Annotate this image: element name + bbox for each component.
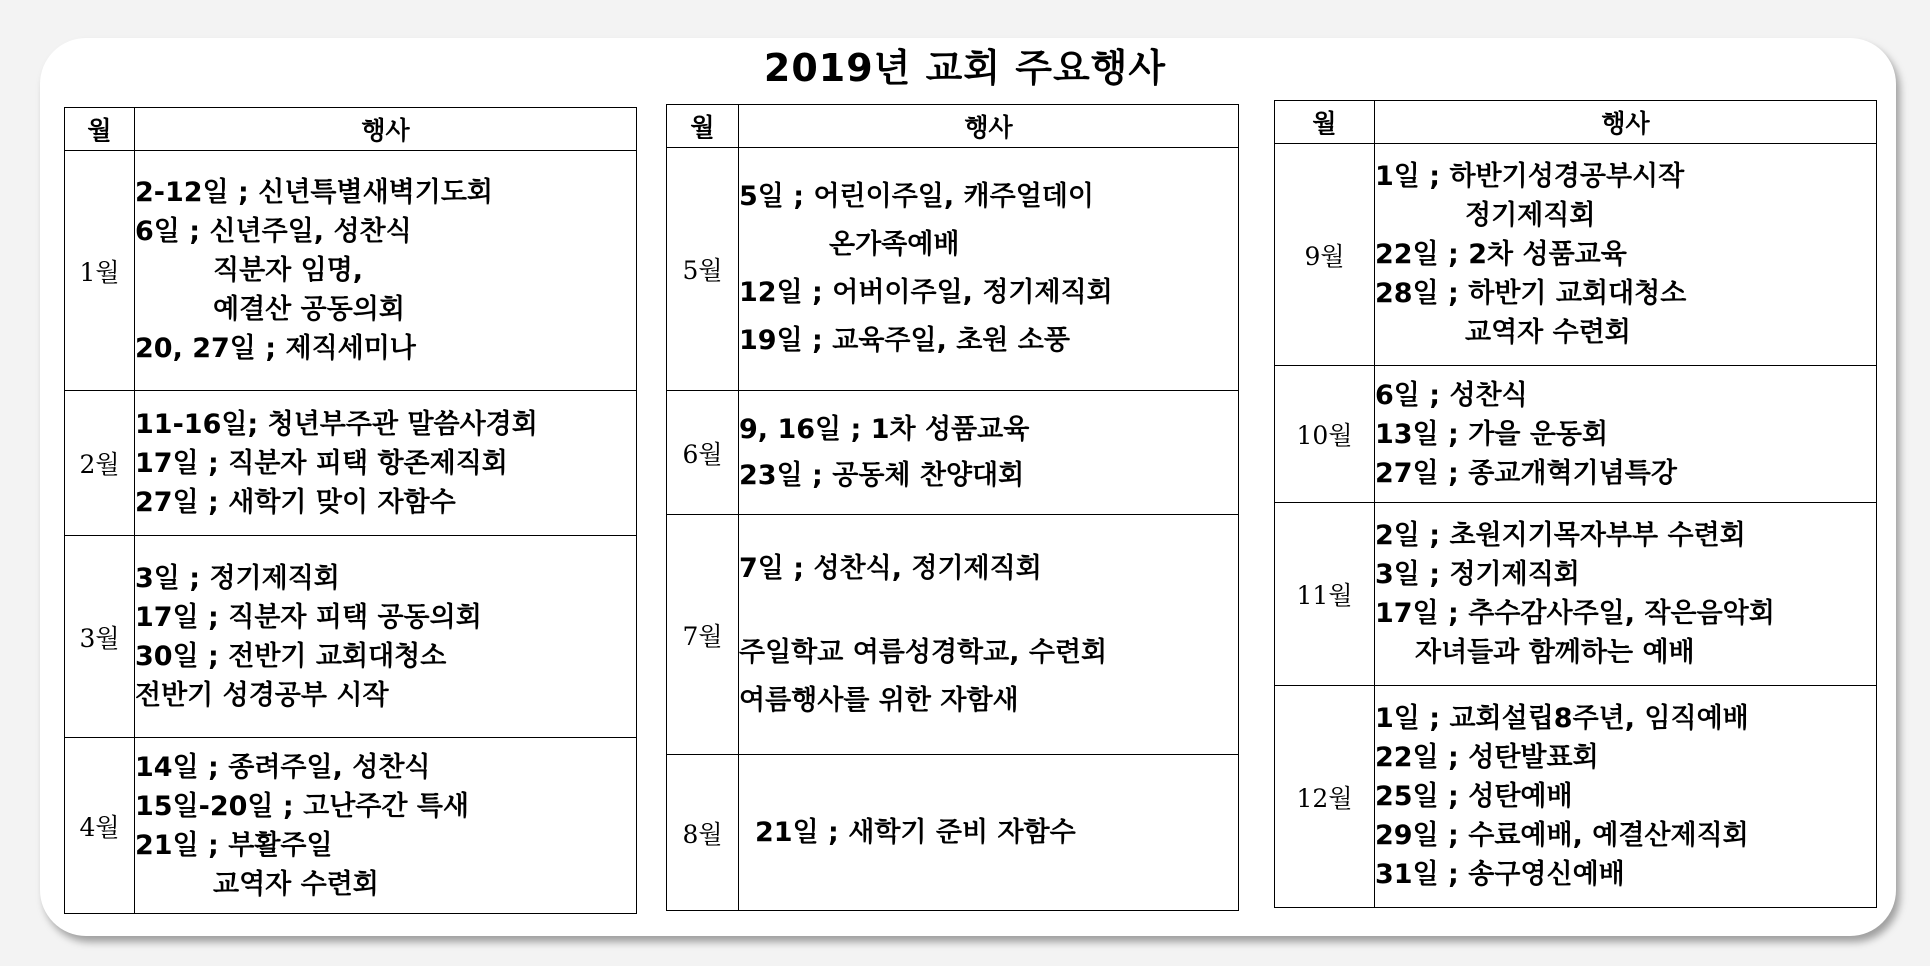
event-line: 11-16일; 청년부주관 말씀사경회	[135, 408, 538, 440]
month-cell: 8월	[667, 755, 739, 911]
month-cell: 4월	[65, 738, 135, 914]
month-cell: 2월	[65, 391, 135, 536]
table-header-row	[667, 105, 1239, 148]
event-line: 21일 ; 부활주일	[135, 829, 333, 861]
event-line: 12일 ; 어버이주일, 정기제직회	[739, 277, 1113, 308]
events-cell	[1375, 503, 1877, 686]
event-line: 온가족예배	[829, 229, 960, 260]
schedule-table-sep-dec	[1274, 100, 1877, 908]
month-cell: 3월	[65, 536, 135, 738]
event-line: 31일 ; 송구영신예배	[1375, 859, 1625, 890]
events-cell	[739, 391, 1239, 515]
events-header: 행사	[1375, 101, 1877, 144]
event-line: 15일-20일 ; 고난주간 특새	[135, 790, 470, 822]
month-cell: 1월	[65, 151, 135, 391]
table-row	[65, 738, 637, 914]
event-line: 2-12일 ; 신년특별새벽기도회	[135, 177, 493, 208]
table-header-row	[65, 108, 637, 151]
table-row	[1275, 366, 1877, 503]
event-line: 주일학교 여름성경학교, 수련회	[739, 636, 1108, 668]
event-line: 27일 ; 종교개혁기념특강	[1375, 457, 1677, 489]
month-header: 월	[1275, 101, 1375, 144]
event-line: 22일 ; 성탄발표회	[1375, 742, 1599, 773]
table-row	[667, 755, 1239, 911]
event-line: 5일 ; 어린이주일, 캐주얼데이	[739, 181, 1094, 212]
table-row	[1275, 686, 1877, 908]
event-line: 20, 27일 ; 제직세미나	[135, 333, 416, 364]
event-line: 7일 ; 성찬식, 정기제직회	[739, 552, 1042, 584]
event-line: 23일 ; 공동체 찬양대회	[739, 459, 1025, 491]
page-title: 2019년 교회 주요행사	[763, 46, 1167, 90]
event-line: 여름행사를 위한 자함새	[739, 684, 1019, 716]
event-line: 25일 ; 성탄예배	[1375, 781, 1573, 812]
month-cell: 10월	[1275, 366, 1375, 503]
event-line: 22일 ; 2차 성품교육	[1375, 239, 1627, 270]
event-line: 예결산 공동의회	[213, 294, 405, 325]
table-row	[65, 151, 637, 391]
month-cell: 5월	[667, 148, 739, 391]
event-line: 1일 ; 하반기성경공부시작	[1375, 161, 1685, 192]
events-cell	[1375, 366, 1877, 503]
table-row	[65, 391, 637, 536]
event-line: 교역자 수련회	[213, 868, 379, 900]
table-row	[667, 515, 1239, 755]
event-line: 정기제직회	[1465, 200, 1596, 231]
event-line: 28일 ; 하반기 교회대청소	[1375, 278, 1687, 309]
event-line: 3일 ; 정기제직회	[1375, 559, 1580, 590]
event-line: 21일 ; 새학기 준비 자함수	[755, 817, 1076, 848]
event-line: 19일 ; 교육주일, 초원 소풍	[739, 325, 1070, 356]
month-cell: 9월	[1275, 144, 1375, 366]
table-row	[667, 148, 1239, 391]
month-cell: 11월	[1275, 503, 1375, 686]
events-header: 행사	[135, 108, 637, 151]
events-cell	[1375, 144, 1877, 366]
table-row	[65, 536, 637, 738]
event-line: 27일 ; 새학기 맞이 자함수	[135, 486, 456, 518]
event-line: 3일 ; 정기제직회	[135, 562, 340, 594]
month-cell: 7월	[667, 515, 739, 755]
event-line: 9, 16일 ; 1차 성품교육	[739, 413, 1030, 445]
table-row	[1275, 503, 1877, 686]
event-line: 1일 ; 교회설립8주년, 임직예배	[1375, 703, 1749, 734]
schedule-table-may-aug	[666, 104, 1239, 911]
events-cell	[739, 755, 1239, 911]
table-header-row	[1275, 101, 1877, 144]
event-line: 2일 ; 초원지기목자부부 수련회	[1375, 520, 1746, 551]
event-line: 14일 ; 종려주일, 성찬식	[135, 751, 431, 783]
events-cell	[135, 151, 637, 391]
events-cell	[739, 148, 1239, 391]
event-line: 직분자 임명,	[213, 255, 364, 286]
events-cell	[135, 536, 637, 738]
month-header: 월	[667, 105, 739, 148]
table-row	[1275, 144, 1877, 366]
events-header: 행사	[739, 105, 1239, 148]
event-line: 29일 ; 수료예배, 예결산제직회	[1375, 820, 1749, 851]
table-row	[667, 391, 1239, 515]
event-line: 자녀들과 함께하는 예배	[1415, 637, 1695, 668]
event-line: 30일 ; 전반기 교회대청소	[135, 640, 447, 672]
month-cell: 12월	[1275, 686, 1375, 908]
event-line: 전반기 성경공부 시작	[135, 679, 389, 711]
event-line: 교역자 수련회	[1465, 317, 1631, 348]
event-line: 17일 ; 직분자 피택 공동의회	[135, 601, 482, 633]
month-cell: 6월	[667, 391, 739, 515]
month-header: 월	[65, 108, 135, 151]
events-cell	[739, 515, 1239, 755]
spacer	[739, 593, 1238, 629]
event-line: 17일 ; 추수감사주일, 작은음악회	[1375, 598, 1775, 629]
schedule-table-jan-apr	[64, 107, 637, 914]
event-line: 13일 ; 가을 운동회	[1375, 418, 1609, 450]
event-line: 6일 ; 성찬식	[1375, 379, 1528, 411]
events-cell	[135, 738, 637, 914]
event-line: 17일 ; 직분자 피택 항존제직회	[135, 447, 508, 479]
event-line: 6일 ; 신년주일, 성찬식	[135, 216, 412, 247]
events-cell	[1375, 686, 1877, 908]
events-cell	[135, 391, 637, 536]
